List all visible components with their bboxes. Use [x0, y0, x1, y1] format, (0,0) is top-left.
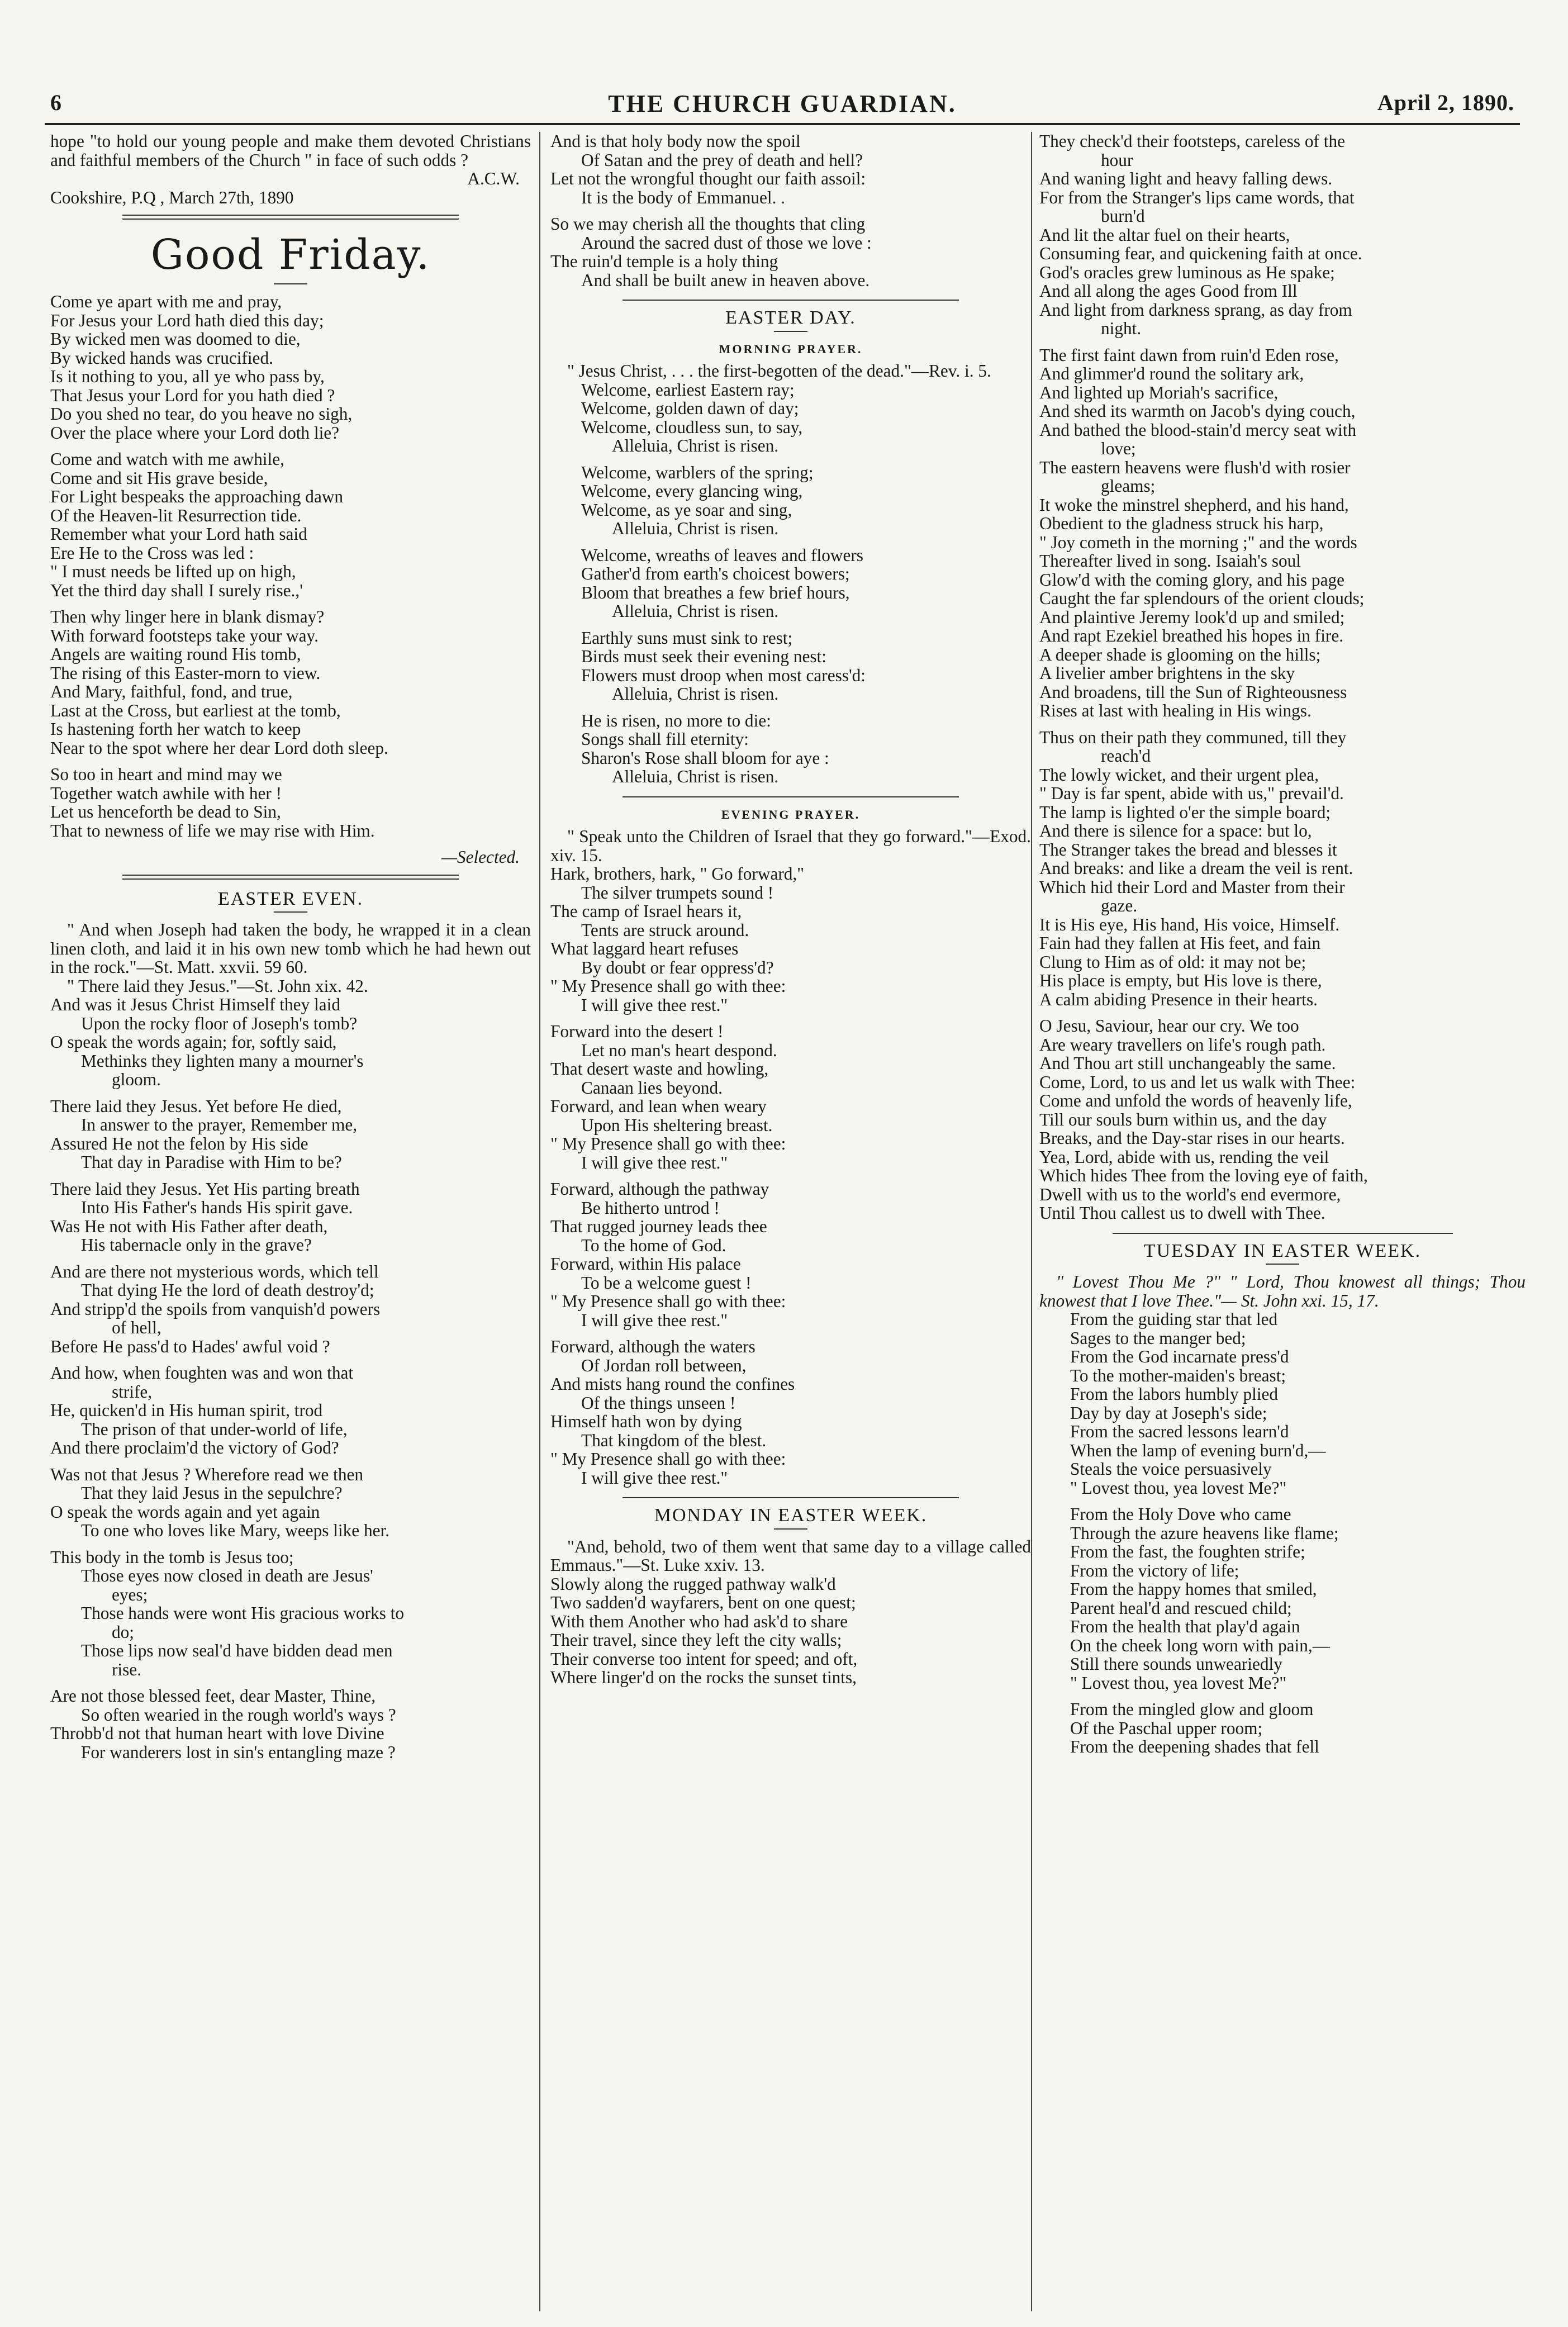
- masthead: [45, 84, 1520, 125]
- stanza: [50, 1548, 531, 1679]
- poem-line: And was it Jesus Christ Himself they laid: [50, 995, 340, 1014]
- poem-line: Alleluia, Christ is risen.: [612, 684, 779, 704]
- poem-line: From the God incarnate press'd: [1070, 1347, 1289, 1366]
- poem-line: Let us henceforth be dead to Sin,: [50, 802, 281, 821]
- poem-line: So too in heart and mind may we: [50, 764, 282, 784]
- poem-line: From the guiding star that led: [1070, 1309, 1278, 1329]
- poem-line: Near to the spot where her dear Lord doth sleep.: [50, 738, 388, 758]
- section-divider: [1113, 1233, 1453, 1234]
- poem-line: Their converse too intent for speed; and oft,: [550, 1649, 858, 1669]
- stanza: [50, 1180, 531, 1255]
- poem-line: Two sadden'd wayfarers, bent on one quest;: [550, 1593, 856, 1612]
- poem-line: I will give thee rest.": [581, 1152, 728, 1172]
- stanza: [50, 995, 531, 1089]
- poem-line: And breaks: and like a dream the veil is rent.: [1039, 858, 1353, 878]
- poem-line: Forward, although the pathway: [550, 1179, 769, 1199]
- stanza: [50, 1687, 531, 1761]
- poem-line: To the mother-maiden's breast;: [1070, 1365, 1286, 1385]
- poem-line: And plaintive Jeremy look'd up and smiled;: [1039, 607, 1345, 627]
- poem-line: Fain had they fallen at His feet, and fain: [1039, 933, 1321, 953]
- poem-line: Slowly along the rugged pathway walk'd: [550, 1574, 836, 1594]
- poem-body-morning-prayer: [550, 381, 1031, 786]
- issue-date: April 2, 1890.: [1377, 90, 1514, 115]
- poem-line: So often wearied in the rough world's ways ?: [81, 1704, 396, 1725]
- poem-line: Around the sacred dust of those we love :: [581, 232, 872, 253]
- poem-line: That dying He the lord of death destroy'd;: [81, 1280, 374, 1300]
- poem-line: His tabernacle only in the grave?: [81, 1235, 312, 1255]
- poem-line: Consuming fear, and quickening faith at once.: [1039, 244, 1362, 263]
- poem-line: And waning light and heavy falling dews.: [1039, 169, 1333, 188]
- poem-line: Of the Heaven-lit Resurrection tide.: [50, 505, 302, 525]
- poem-line: " My Presence shall go with thee:: [550, 1134, 786, 1153]
- poem-line: That rugged journey leads thee: [550, 1217, 767, 1236]
- poem-body-monday: [550, 1575, 1031, 1687]
- poem-line: The lamp is lighted o'er the simple board;: [1039, 802, 1331, 822]
- poem-line: " I must needs be lifted up on high,: [50, 562, 296, 581]
- poem-line: Of Jordan roll between,: [581, 1355, 747, 1375]
- poem-line: And light from darkness sprang, as day from: [1039, 300, 1352, 320]
- stanza: [50, 607, 531, 757]
- poem-line: The Stranger takes the bread and blesses it: [1039, 839, 1337, 859]
- poem-line: That Jesus your Lord for you hath died ?: [50, 385, 335, 405]
- poem-line: And lighted up Moriah's sacrifice,: [1039, 382, 1279, 402]
- poem-line: of hell,: [112, 1318, 161, 1337]
- poem-line: And all along the ages Good from Ill: [1039, 281, 1298, 301]
- poem-line: From the deepening shades that fell: [1070, 1737, 1319, 1756]
- poem-line: O speak the words again and yet again: [50, 1502, 320, 1522]
- poem-line: strife,: [112, 1381, 153, 1402]
- poem-line: Dwell with us to the world's end evermore,: [1039, 1184, 1341, 1204]
- poem-line: Welcome, golden dawn of day;: [581, 398, 799, 418]
- poem-line: It is His eye, His hand, His voice, Himself.: [1039, 914, 1340, 934]
- poem-line: Is it nothing to you, all ye who pass by,: [50, 367, 325, 386]
- poem-line: Hark, brothers, hark, " Go forward,": [550, 864, 805, 884]
- stanza: [550, 1022, 1031, 1172]
- poem-line: And shed its warmth on Jacob's dying couch,: [1039, 401, 1356, 421]
- poem-line: Those hands were wont His gracious works to: [81, 1603, 405, 1623]
- stanza: [550, 215, 1031, 289]
- poem-line: Alleluia, Christ is risen.: [612, 436, 779, 455]
- column-2: [550, 132, 1031, 2311]
- poem-line: Forward, within His palace: [550, 1254, 741, 1274]
- stanza: [550, 865, 1031, 1014]
- poem-line: Was He not with His Father after death,: [50, 1216, 328, 1236]
- poem-line: Songs shall fill eternity:: [581, 729, 749, 749]
- poem-attribution: —Selected.: [441, 847, 520, 867]
- poem-line: Come and watch with me awhile,: [50, 449, 284, 469]
- poem-title-good-friday: Good Friday.: [150, 231, 431, 279]
- stanza: [550, 381, 1031, 455]
- poem-line: Welcome, cloudless sun, to say,: [581, 417, 803, 437]
- poem-line: Obedient to the gladness struck his harp,: [1039, 514, 1324, 533]
- poem-line: The first faint dawn from ruin'd Eden rose,: [1039, 345, 1339, 365]
- poem-line: It woke the minstrel shepherd, and his hand,: [1039, 495, 1349, 515]
- title-rule: [774, 1528, 807, 1530]
- poem-line: To be a welcome guest !: [581, 1272, 752, 1293]
- poem-line: And mists hang round the confines: [550, 1374, 795, 1394]
- poem-line: From the mingled glow and gloom: [1070, 1699, 1314, 1719]
- poem-line: Are weary travellers on life's rough path.: [1039, 1034, 1326, 1055]
- stanza: [1039, 1700, 1526, 1756]
- poem-line: Come and sit His grave beside,: [50, 468, 268, 488]
- poem-line: For Jesus your Lord hath died this day;: [50, 310, 324, 330]
- poem-title-monday: MONDAY IN EASTER WEEK.: [654, 1505, 928, 1526]
- poem-line: Remember what your Lord hath said: [50, 524, 307, 544]
- poem-line: And there proclaim'd the victory of God?: [50, 1438, 339, 1457]
- poem-line: So we may cherish all the thoughts that cling: [550, 214, 866, 234]
- poem-line: Alleluia, Christ is risen.: [612, 519, 779, 538]
- poem-line: That day in Paradise with Him to be?: [81, 1152, 342, 1172]
- poem-line: From the happy homes that smiled,: [1070, 1579, 1317, 1599]
- poem-line: " My Presence shall go with thee:: [550, 1291, 786, 1311]
- column-3: [1039, 132, 1526, 2311]
- poem-line: Come ye apart with me and pray,: [50, 292, 282, 311]
- poem-line: A deeper shade is glooming on the hills;: [1039, 644, 1321, 664]
- poem-line: Come, Lord, to us and let us walk with Thee:: [1039, 1072, 1356, 1092]
- title-rule: [274, 283, 307, 284]
- poem-line: There laid they Jesus. Yet before He died,: [50, 1096, 342, 1116]
- poem-title-easter-day: EASTER DAY.: [725, 307, 856, 328]
- poem-title-tuesday: TUESDAY IN EASTER WEEK.: [1143, 1240, 1422, 1261]
- stanza: [50, 1262, 531, 1356]
- poem-line: That to newness of life we may rise with Him.: [50, 820, 375, 840]
- section-divider: [623, 300, 959, 301]
- poem-line: Still there sounds unweariedly: [1070, 1654, 1282, 1674]
- poem-line: To the home of God.: [581, 1235, 726, 1255]
- title-rule: [774, 331, 807, 332]
- poem-line: do;: [112, 1622, 134, 1642]
- epigraph: " Lovest Thou Me ?" " Lord, Thou knowest all things; Thou knowest that I love Thee."— St. John xxi. 15, 17.: [1039, 1272, 1526, 1310]
- poem-line: On the cheek long worn with pain,—: [1070, 1635, 1331, 1655]
- poem-line: From the health that play'd again: [1070, 1617, 1300, 1636]
- column-rule: [1031, 132, 1032, 2311]
- poem-line: A livelier amber brightens in the sky: [1039, 663, 1295, 683]
- poem-line: The rising of this Easter-morn to view.: [50, 663, 321, 683]
- poem-line: Welcome, earliest Eastern ray;: [581, 379, 795, 400]
- poem-line: It is the body of Emmanuel. .: [581, 187, 786, 207]
- poem-line: With them Another who had ask'd to share: [550, 1611, 848, 1631]
- poem-continuation: [1039, 132, 1526, 1223]
- page-number: 6: [50, 90, 61, 115]
- poem-line: Day by day at Joseph's side;: [1070, 1403, 1267, 1423]
- poem-line: Glow'd with the coming glory, and his page: [1039, 569, 1344, 590]
- stanza: [550, 1180, 1031, 1329]
- poem-line: Gather'd from earth's choicest bowers;: [581, 564, 850, 583]
- poem-line: Is hastening forth her watch to keep: [50, 719, 301, 739]
- poem-line: gleams;: [1101, 476, 1156, 496]
- newspaper-title: THE CHURCH GUARDIAN.: [608, 90, 957, 117]
- poem-line: In answer to the prayer, Remember me,: [81, 1115, 358, 1134]
- letter-signature: A.C.W.: [467, 169, 520, 188]
- poem-body-easter-even: [50, 995, 531, 1761]
- poem-line: Canaan lies beyond.: [581, 1077, 723, 1098]
- poem-line: Before He pass'd to Hades' awful void ?: [50, 1336, 330, 1356]
- epigraph: " And when Joseph had taken the body, he wrapped it in a clean linen cloth, and laid it in his own new tomb which he had hewn out in the rock."—St. Matt. xxvii. 59 60.: [50, 920, 531, 977]
- poem-line: And is that holy body now the spoil: [550, 132, 801, 151]
- poem-line: From the labors humbly plied: [1070, 1384, 1279, 1404]
- poem-line: From the victory of life;: [1070, 1560, 1239, 1580]
- stanza: [1039, 1017, 1526, 1223]
- stanza: [50, 1097, 531, 1172]
- poem-line: The lowly wicket, and their urgent plea,: [1039, 764, 1319, 785]
- section-divider: [122, 875, 459, 880]
- poem-line: He, quicken'd in His human spirit, trod: [50, 1400, 323, 1420]
- poem-line: Ere He to the Cross was led :: [50, 543, 254, 563]
- poem-line: burn'd: [1101, 206, 1145, 226]
- poem-line: By wicked men was doomed to die,: [50, 329, 301, 349]
- epigraph: " Speak unto the Children of Israel that they go forward."—Exod. xiv. 15.: [550, 827, 1031, 865]
- poem-line: The eastern heavens were flush'd with rosier: [1039, 457, 1351, 477]
- poem-line: Through the azure heavens like flame;: [1070, 1523, 1339, 1543]
- stanza: [50, 1364, 531, 1457]
- poem-line: God's oracles grew luminous as He spake;: [1039, 262, 1335, 282]
- poem-line: There laid they Jesus. Yet His parting breath: [50, 1179, 360, 1199]
- section-divider: [623, 1497, 959, 1498]
- poem-line: Assured He not the felon by His side: [50, 1133, 308, 1153]
- poem-line: Tents are struck around.: [581, 920, 749, 940]
- poem-line: Thus on their path they communed, till they: [1039, 727, 1347, 747]
- poem-line: Their travel, since they left the city walls;: [550, 1630, 842, 1650]
- poem-line: Which hid their Lord and Master from their: [1039, 877, 1345, 897]
- column-rule: [539, 132, 540, 2311]
- poem-line: His place is empty, but His love is there,: [1039, 971, 1322, 990]
- poem-line: Birds must seek their evening nest:: [581, 647, 826, 666]
- stanza: [1039, 132, 1526, 338]
- poem-line: Of the things unseen !: [581, 1393, 736, 1413]
- poem-line: Together watch awhile with her !: [50, 783, 282, 803]
- poem-line: Breaks, and the Day-star rises in our hearts.: [1039, 1128, 1345, 1148]
- poem-line: I will give thee rest.": [581, 1310, 728, 1330]
- poem-line: When the lamp of evening burn'd,—: [1070, 1440, 1326, 1460]
- poem-line: I will give thee rest.": [581, 995, 728, 1015]
- poem-line: The camp of Israel hears it,: [550, 901, 742, 921]
- poem-line: Into His Father's hands His spirit gave.: [81, 1198, 353, 1217]
- title-rule: [1266, 1264, 1299, 1265]
- poem-line: Throbb'd not that human heart with love Divine: [50, 1723, 384, 1743]
- letter-place-date: Cookshire, P.Q , March 27th, 1890: [50, 187, 294, 207]
- poem-line: What laggard heart refuses: [550, 939, 739, 958]
- poem-line: This body in the tomb is Jesus too;: [50, 1547, 294, 1567]
- poem-line: Flowers must droop when most caress'd:: [581, 665, 866, 685]
- poem-line: Of the Paschal upper room;: [1070, 1718, 1263, 1738]
- poem-line: That kingdom of the blest.: [581, 1430, 767, 1450]
- subtitle-morning-prayer: MORNING PRAYER.: [719, 341, 863, 356]
- letter-closing-paragraph: hope "to hold our young people and make them devoted Christians and faithful members of the Church " in face of such odds ?: [50, 132, 531, 170]
- poem-line: Welcome, every glancing wing,: [581, 481, 803, 501]
- poem-line: Let no man's heart despond.: [581, 1040, 777, 1060]
- stanza: [1039, 728, 1526, 1009]
- poem-line: Angels are waiting round His tomb,: [50, 644, 301, 664]
- poem-line: Methinks they lighten many a mourner's: [81, 1051, 364, 1071]
- poem-line: And there is silence for a space: but lo,: [1039, 821, 1312, 840]
- poem-line: With forward footsteps take your way.: [50, 625, 319, 645]
- poem-line: He is risen, no more to die:: [581, 710, 771, 730]
- poem-line: Sages to the manger bed;: [1070, 1328, 1246, 1348]
- poem-line: Be hitherto untrod !: [581, 1198, 720, 1218]
- poem-line: And how, when foughten was and won that: [50, 1363, 354, 1383]
- poem-line: Sharon's Rose shall bloom for aye :: [581, 748, 829, 768]
- poem-line: O speak the words again; for, softly said,: [50, 1032, 337, 1052]
- poem-line: Last at the Cross, but earliest at the tomb,: [50, 700, 341, 720]
- poem-line: And shall be built anew in heaven above.: [581, 270, 870, 290]
- poem-line: Of Satan and the prey of death and hell?: [581, 150, 863, 170]
- poem-line: Where linger'd on the rocks the sunset tints,: [550, 1668, 857, 1687]
- stanza: [50, 450, 531, 600]
- poem-line: Welcome, as ye soar and sing,: [581, 500, 792, 520]
- poem-line: And rapt Ezekiel breathed his hopes in fire.: [1039, 626, 1344, 645]
- stanza: [550, 711, 1031, 786]
- poem-line: From the sacred lessons learn'd: [1070, 1422, 1289, 1441]
- poem-line: Alleluia, Christ is risen.: [612, 601, 779, 621]
- poem-line: Yet the third day shall I surely rise.,': [50, 580, 303, 600]
- epigraph: "And, behold, two of them went that same day to a village called Emmaus."—St. Luke xxiv. 13.: [550, 1536, 1031, 1575]
- poem-line: That desert waste and howling,: [550, 1059, 769, 1079]
- poem-line: Upon the rocky floor of Joseph's tomb?: [81, 1013, 358, 1033]
- epigraph: " Jesus Christ, . . . the first-begotten of the dead."—Rev. i. 5.: [567, 361, 991, 381]
- poem-line: Which hides Thee from the loving eye of faith,: [1039, 1166, 1368, 1185]
- poem-line: Till our souls burn within us, and the day: [1039, 1109, 1327, 1129]
- stanza: [1039, 1505, 1526, 1692]
- poem-line: For from the Stranger's lips came words, that: [1039, 187, 1355, 207]
- poem-line: The silver trumpets sound !: [581, 882, 774, 903]
- poem-line: And lit the altar fuel on their hearts,: [1039, 225, 1290, 245]
- poem-line: Alleluia, Christ is risen.: [612, 767, 779, 786]
- section-divider: [623, 796, 959, 797]
- poem-body-tuesday: [1039, 1310, 1526, 1756]
- poem-line: " Lovest thou, yea lovest Me?": [1070, 1673, 1287, 1693]
- poem-line: Over the place where your Lord doth lie?: [50, 422, 340, 443]
- stanza: [550, 463, 1031, 538]
- stanza: [1039, 1310, 1526, 1497]
- poem-line: A calm abiding Presence in their hearts.: [1039, 989, 1318, 1009]
- poem-line: Let not the wrongful thought our faith assoil:: [550, 169, 866, 188]
- poem-line: And Mary, faithful, fond, and true,: [50, 682, 293, 701]
- poem-line: Those lips now seal'd have bidden dead men: [81, 1641, 393, 1660]
- poem-line: " Lovest thou, yea lovest Me?": [1070, 1478, 1287, 1498]
- poem-line: Parent heal'd and rescued child;: [1070, 1598, 1292, 1618]
- stanza: [50, 765, 531, 840]
- poem-line: Caught the far splendours of the orient clouds;: [1039, 588, 1365, 608]
- poem-line: Steals the voice persuasively: [1070, 1459, 1272, 1479]
- stanza: [50, 292, 531, 442]
- poem-continuation: [550, 132, 1031, 289]
- poem-line: gloom.: [112, 1070, 161, 1089]
- poem-line: reach'd: [1101, 746, 1151, 766]
- poem-line: eyes;: [112, 1584, 148, 1604]
- poem-line: To one who loves like Mary, weeps like her.: [81, 1521, 390, 1540]
- poem-line: And glimmer'd round the solitary ark,: [1039, 364, 1304, 383]
- section-divider: [122, 215, 459, 220]
- poem-title-easter-even: EASTER EVEN.: [217, 888, 364, 909]
- stanza: [1039, 346, 1526, 720]
- poem-line: Forward, and lean when weary: [550, 1096, 767, 1116]
- poem-line: Rises at last with healing in His wings.: [1039, 701, 1312, 720]
- poem-line: O Jesu, Saviour, hear our cry. We too: [1039, 1016, 1299, 1036]
- poem-line: They check'd their footsteps, careless of the: [1039, 132, 1346, 151]
- poem-body-good-friday: [50, 292, 531, 840]
- poem-line: For wanderers lost in sin's entangling maze ?: [81, 1742, 396, 1762]
- stanza: [550, 629, 1031, 704]
- stanza: [550, 546, 1031, 621]
- poem-line: Yea, Lord, abide with us, rending the veil: [1039, 1147, 1329, 1167]
- poem-line: Bloom that breathes a few brief hours,: [581, 582, 850, 602]
- poem-line: Was not that Jesus ? Wherefore read we then: [50, 1464, 364, 1484]
- poem-line: Welcome, wreaths of leaves and flowers: [581, 545, 863, 565]
- poem-line: Are not those blessed feet, dear Master, Thine,: [50, 1686, 376, 1706]
- poem-line: Come and unfold the words of heavenly life,: [1039, 1091, 1352, 1110]
- poem-line: love;: [1101, 439, 1136, 458]
- poem-line: Clung to Him as of old: it may not be;: [1039, 952, 1306, 972]
- poem-line: Thereafter lived in song. Isaiah's soul: [1039, 551, 1301, 571]
- poem-line: And stripp'd the spoils from vanquish'd powers: [50, 1299, 381, 1319]
- poem-line: Until Thou callest us to dwell with Thee.: [1039, 1203, 1325, 1223]
- poem-body-evening-prayer: [550, 865, 1031, 1487]
- poem-line: From the fast, the foughten strife;: [1070, 1542, 1305, 1561]
- poem-line: Himself hath won by dying: [550, 1412, 742, 1431]
- stanza: [550, 1337, 1031, 1487]
- poem-line: And are there not mysterious words, which tell: [50, 1261, 379, 1281]
- poem-line: rise.: [112, 1659, 142, 1679]
- poem-line: By doubt or fear oppress'd?: [581, 957, 774, 977]
- poem-line: The ruin'd temple is a holy thing: [550, 251, 778, 271]
- poem-line: hour: [1101, 150, 1133, 170]
- poem-line: That they laid Jesus in the sepulchre?: [81, 1483, 343, 1503]
- poem-line: " Day is far spent, abide with us," prevail'd.: [1039, 783, 1344, 803]
- poem-line: gaze.: [1101, 896, 1138, 915]
- poem-line: " My Presence shall go with thee:: [550, 976, 786, 996]
- poem-line: Upon His sheltering breast.: [581, 1115, 773, 1135]
- poem-line: Forward, although the waters: [550, 1337, 756, 1356]
- poem-line: The prison of that under-world of life,: [81, 1419, 348, 1439]
- poem-line: I will give thee rest.": [581, 1468, 728, 1488]
- poem-line: Welcome, warblers of the spring;: [581, 462, 814, 482]
- poem-line: And bathed the blood-stain'd mercy seat with: [1039, 420, 1357, 440]
- poem-line: Then why linger here in blank dismay?: [50, 607, 325, 626]
- poem-line: And broadens, till the Sun of Righteousness: [1039, 682, 1347, 702]
- poem-line: From the Holy Dove who came: [1070, 1504, 1291, 1524]
- poem-line: And Thou art still unchangeably the same.: [1039, 1053, 1336, 1073]
- column-1: [50, 132, 531, 2311]
- poem-line: Do you shed no tear, do you heave no sigh,: [50, 404, 353, 424]
- stanza: [550, 132, 1031, 207]
- poem-line: Forward into the desert !: [550, 1022, 724, 1041]
- poem-line: Those eyes now closed in death are Jesus': [81, 1566, 373, 1585]
- poem-line: " My Presence shall go with thee:: [550, 1449, 786, 1469]
- poem-line: By wicked hands was crucified.: [50, 348, 273, 368]
- poem-line: " Joy cometh in the morning ;" and the words: [1039, 532, 1357, 552]
- epigraph: " There laid they Jesus."—St. John xix. 42.: [67, 976, 368, 996]
- poem-line: night.: [1101, 319, 1142, 338]
- subtitle-evening-prayer: EVENING PRAYER.: [721, 807, 861, 821]
- title-rule: [274, 911, 307, 913]
- poem-line: Earthly suns must sink to rest;: [581, 628, 793, 648]
- stanza: [50, 1465, 531, 1540]
- poem-line: For Light bespeaks the approaching dawn: [50, 487, 344, 506]
